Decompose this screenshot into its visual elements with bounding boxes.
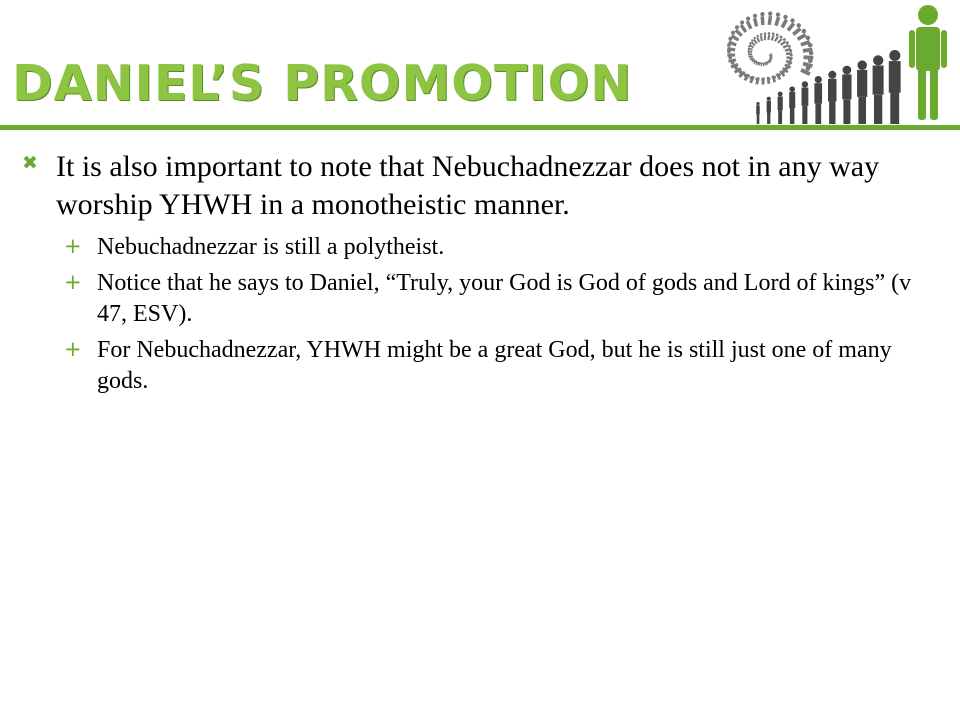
sub-bullet-text: Nebuchadnezzar is still a polytheist.: [97, 234, 445, 260]
sub-bullet-item: [22, 232, 942, 263]
green-person-figure: [909, 5, 947, 120]
slide-title: DANIEL’S PROMOTION: [12, 55, 633, 112]
title-divider: [0, 125, 960, 130]
plus-bullet-icon: +: [64, 234, 82, 258]
x-bullet-icon: ✖: [22, 152, 38, 174]
bullet-text: It is also important to note that Nebuchadnezzar does not in any way worship YHWH in a monotheistic manner.: [56, 150, 880, 221]
bullet-item: [22, 148, 942, 224]
sub-bullet-text: For Nebuchadnezzar, YHWH might be a great God, but he is still just one of many gods.: [97, 337, 892, 394]
people-spiral-icon: [700, 0, 960, 128]
plus-bullet-icon: +: [64, 337, 82, 361]
sub-bullet-item: [22, 335, 942, 397]
bullet-list: [22, 148, 942, 402]
sub-bullet-text: Notice that he says to Daniel, “Truly, your God is God of gods and Lord of kings” (v 47, ESV).: [97, 270, 912, 327]
plus-bullet-icon: +: [64, 270, 82, 294]
sub-bullet-item: [22, 268, 942, 330]
